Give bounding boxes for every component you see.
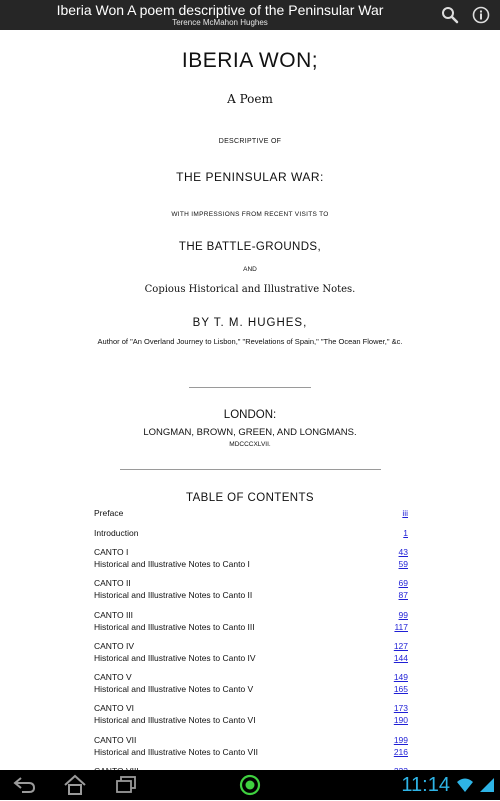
book-title-bar: Iberia Won A poem descriptive of the Peninsular War (56, 2, 384, 18)
author-works: Author of "An Overland Journey to Lisbon," "Revelations of Spain," "The Ocean Flower," &c. (97, 337, 403, 346)
publication-year: MDCCCXLVII. (229, 441, 271, 448)
toc-page-link[interactable]: 69 (398, 578, 408, 588)
toc-row (94, 558, 408, 571)
toc-page-link[interactable]: 199 (393, 735, 408, 745)
toc-label: Historical and Illustrative Notes to Canto III (94, 622, 255, 632)
impressions-line: WITH IMPRESSIONS FROM RECENT VISITS TO (171, 211, 329, 218)
toc-page-link[interactable]: 165 (393, 684, 408, 694)
toc-label: CANTO VI (94, 703, 134, 713)
divider (120, 469, 381, 470)
toc-row (94, 683, 408, 696)
search-icon[interactable] (440, 5, 460, 25)
toc-label: Historical and Illustrative Notes to Canto V (94, 684, 254, 694)
war-heading: THE PENINSULAR WAR: (176, 170, 324, 184)
toc-label: CANTO VII (94, 735, 137, 745)
book-subtitle: A Poem (227, 92, 273, 106)
toc-label: CANTO IV (94, 641, 134, 651)
descriptive-of: DESCRIPTIVE OF (218, 138, 282, 145)
back-icon[interactable] (12, 775, 38, 795)
publisher-city: LONDON: (223, 409, 277, 421)
toc-label: Historical and Illustrative Notes to Canto VI (94, 715, 256, 725)
toc-label: CANTO III (94, 610, 134, 620)
and-line: AND (243, 266, 257, 273)
green-circle-app-icon[interactable] (239, 774, 261, 796)
toc-row (94, 746, 408, 759)
toc-page-link[interactable]: 59 (398, 559, 408, 569)
toc-row (94, 527, 408, 540)
toc-row (94, 589, 408, 602)
toc-row (94, 652, 408, 665)
toc-label: CANTO V (94, 672, 132, 682)
book-title: IBERIA WON; (181, 49, 319, 72)
toc-row (94, 507, 408, 520)
toc-page-link[interactable]: 127 (393, 641, 408, 651)
notes-line: Copious Historical and Illustrative Notes. (144, 284, 356, 295)
toc-page-link[interactable]: 117 (394, 622, 408, 632)
battlegrounds-heading: THE BATTLE-GROUNDS, (178, 241, 322, 253)
toc-label: Historical and Illustrative Notes to Canto IV (94, 653, 256, 663)
toc-page-link[interactable]: 99 (398, 610, 408, 620)
toc-page-link[interactable]: iii (402, 508, 408, 518)
toc-page-link[interactable]: 149 (393, 672, 408, 682)
divider (189, 387, 311, 388)
toc-page-link[interactable]: 144 (393, 653, 408, 663)
recent-apps-icon[interactable] (113, 775, 139, 795)
toc-label: Introduction (94, 528, 139, 538)
toc-label: CANTO II (94, 578, 131, 588)
toc-page-link[interactable]: 1 (403, 528, 408, 538)
toc-row (94, 621, 408, 634)
app-bar (0, 0, 500, 30)
signal-icon (478, 776, 496, 794)
toc-label: Historical and Illustrative Notes to Canto II (94, 590, 253, 600)
toc-heading: TABLE OF CONTENTS (186, 492, 314, 504)
toc-page-link[interactable]: 190 (393, 715, 408, 725)
toc-label: Preface (94, 508, 124, 518)
home-icon[interactable] (62, 774, 88, 796)
book-author-bar: Terence McMahon Hughes (172, 18, 268, 27)
clock: 11:14 (401, 774, 450, 796)
toc-page-link[interactable]: 216 (393, 747, 408, 757)
toc-row (94, 714, 408, 727)
toc-page-link[interactable]: 43 (398, 547, 408, 557)
toc-label: Historical and Illustrative Notes to Canto VII (94, 747, 258, 757)
toc-label: CANTO I (94, 547, 129, 557)
by-author: BY T. M. HUGHES, (192, 317, 308, 329)
book-page[interactable] (0, 30, 500, 770)
info-icon[interactable] (471, 5, 491, 25)
publisher-name: LONGMAN, BROWN, GREEN, AND LONGMANS. (143, 427, 357, 438)
toc-label: Historical and Illustrative Notes to Canto I (94, 559, 250, 569)
toc-page-link[interactable]: 173 (393, 703, 408, 713)
system-nav-bar (0, 770, 500, 800)
wifi-icon (456, 776, 474, 794)
toc-page-link[interactable]: 87 (398, 590, 408, 600)
